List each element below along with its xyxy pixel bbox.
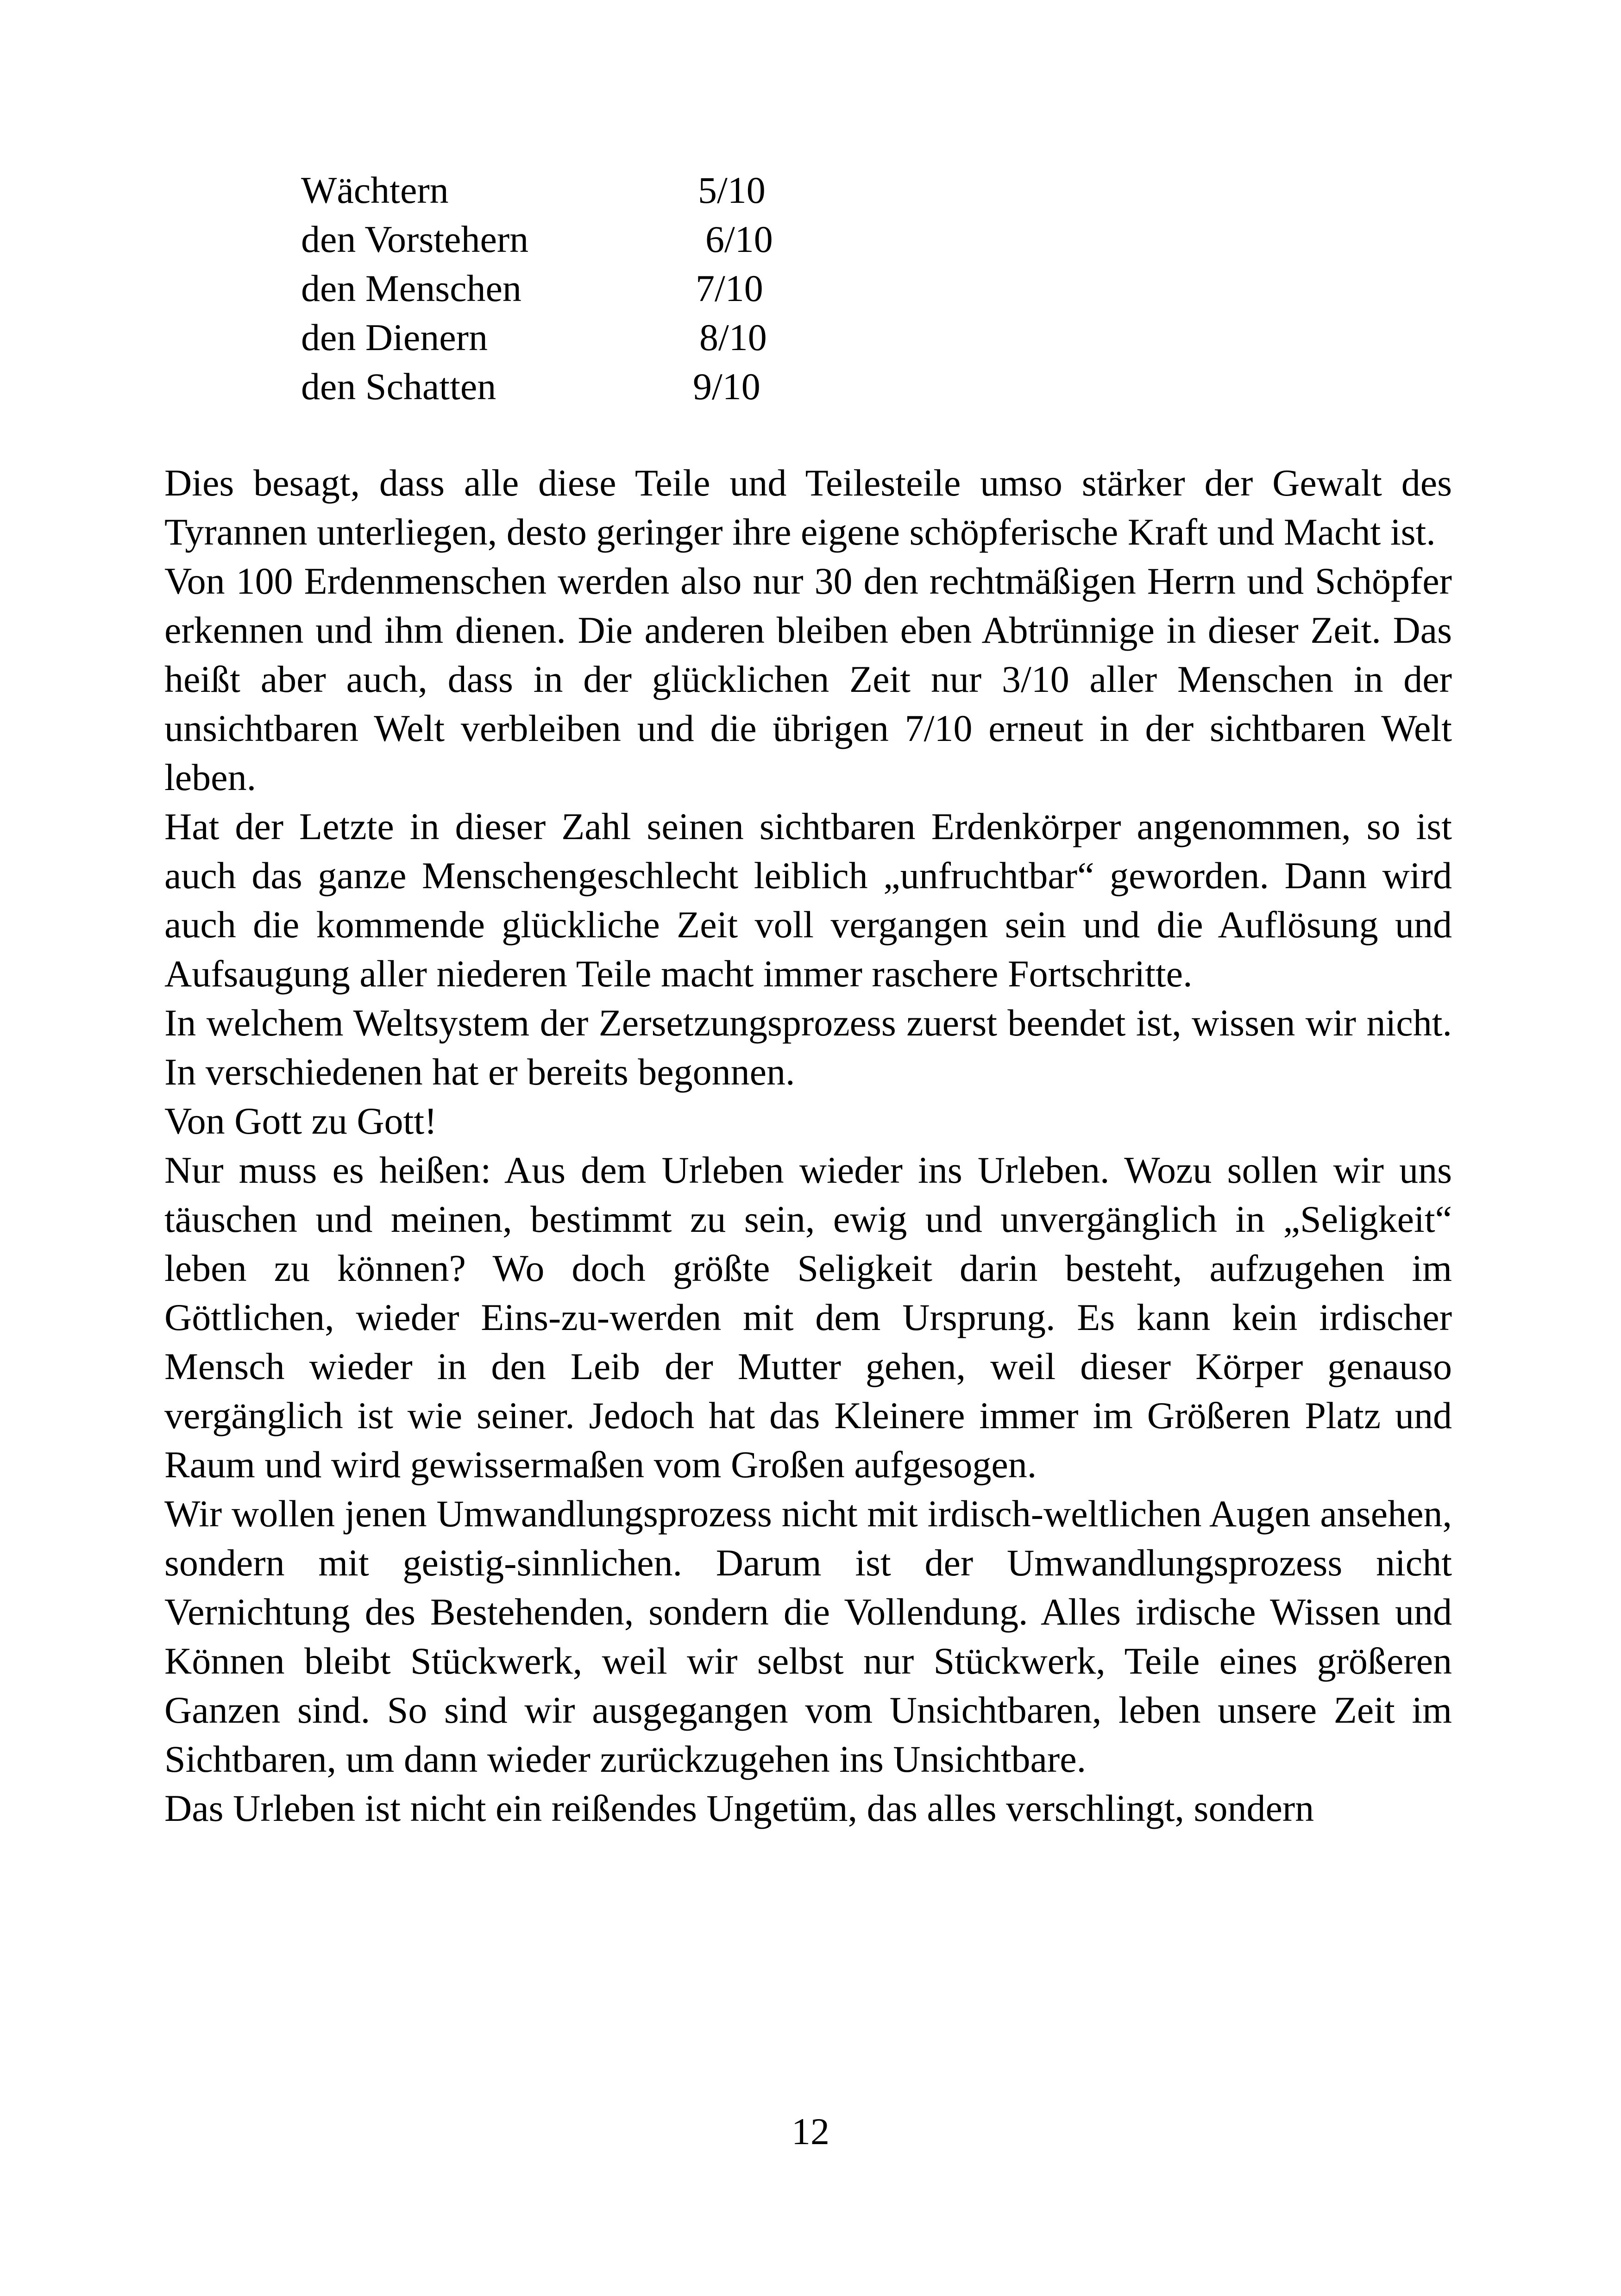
paragraph: Hat der Letzte in dieser Zahl seinen sichtbaren Erdenkörper angenommen, so ist auch das ganze Menschengeschlecht leiblich „unfruchtbar“ geworden. Dann wird auch die kommende glückliche Zeit voll vergangen sein und die Auflösung und Aufsaugung aller niederen Teile macht immer raschere Fortschritte. [164,805,1452,995]
ratio-row [301,313,857,362]
body-text [164,458,1452,1833]
ratio-label: den Menschen [301,267,521,309]
paragraph: Dies besagt, dass alle diese Teile und Teilesteile umso stärker der Gewalt des Tyrannen unterliegen, desto geringer ihre eigene schöpferische Kraft und Macht ist. [164,462,1452,553]
ratio-row [301,362,857,411]
ratio-row [301,166,857,215]
ratio-value: 9/10 [693,365,760,408]
ratio-row [301,215,857,264]
paragraph: Nur muss es heißen: Aus dem Urleben wieder ins Urleben. Wozu sollen wir uns täuschen und meinen, bestimmt zu sein, ewig und unvergänglich in „Seligkeit“ leben zu können? Wo doch größte Seligkeit darin besteht, aufzugehen im Göttlichen, wieder Eins-zu-werden mit dem Ursprung. Es kann kein irdischer Mensch wieder in den Leib der Mutter gehen, weil dieser Körper genauso vergänglich ist wie seiner. Jedoch hat das Kleinere immer im Größeren Platz und Raum und wird gewissermaßen vom Großen aufgesogen. [164,1149,1452,1486]
page-number: 12 [792,2110,829,2152]
ratio-value: 7/10 [696,267,763,309]
ratio-label: Wächtern [301,169,449,211]
ratio-value: 8/10 [699,316,767,358]
ratio-label: den Schatten [301,365,496,408]
ratio-value: 5/10 [698,169,766,211]
ratio-row [301,264,857,313]
paragraph: Von 100 Erdenmenschen werden also nur 30 den rechtmäßigen Herrn und Schöpfer erkennen und ihm dienen. Die anderen bleiben eben Abtrünnige in dieser Zeit. Das heißt aber auch, dass in der glücklichen Zeit nur 3/10 aller Menschen in der unsichtbaren Welt verbleiben und die übrigen 7/10 erneut in der sichtbaren Welt leben. [164,560,1452,798]
paragraph: In welchem Weltsystem der Zersetzungsprozess zuerst beendet ist, wissen wir nicht. In verschiedenen hat er bereits begonnen. [164,1002,1452,1093]
ratio-label: den Dienern [301,316,488,358]
paragraph: Das Urleben ist nicht ein reißendes Ungetüm, das alles verschlingt, sondern [164,1787,1314,1829]
ratio-table [301,166,857,411]
paragraph: Von Gott zu Gott! [164,1100,437,1142]
paragraph: Wir wollen jenen Umwandlungsprozess nicht mit irdisch-weltlichen Augen ansehen, sondern mit geistig-sinnlichen. Darum ist der Umwandlungsprozess nicht Vernichtung des Bestehenden, sondern die Vollendung. Alles irdische Wissen und Können bleibt Stückwerk, weil wir selbst nur Stückwerk, Teile eines größeren Ganzen sind. So sind wir ausgegangen vom Unsichtbaren, leben unsere Zeit im Sichtbaren, um dann wieder zurückzugehen ins Unsichtbare. [164,1493,1452,1780]
ratio-value: 6/10 [705,218,773,260]
ratio-label: den Vorstehern [301,218,529,260]
